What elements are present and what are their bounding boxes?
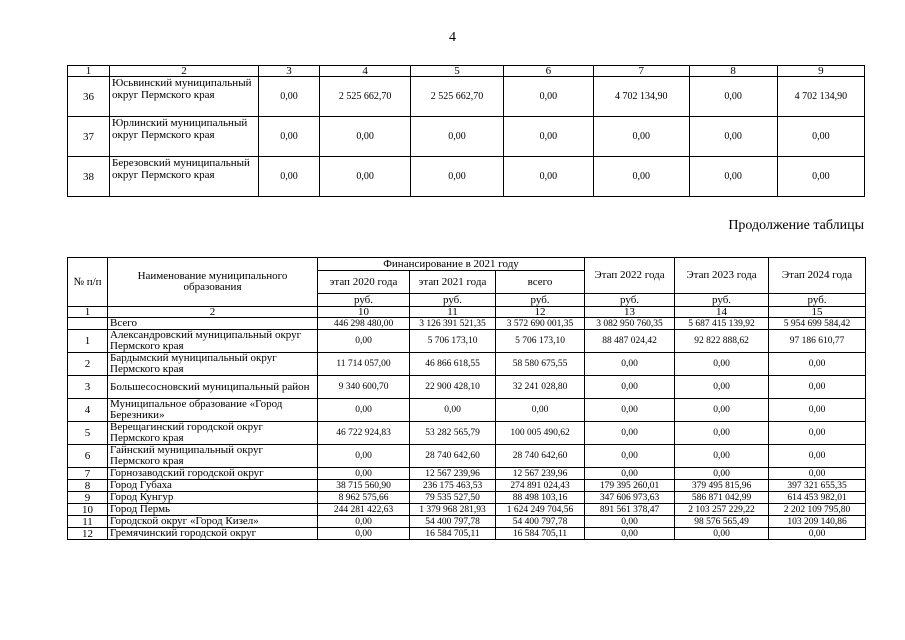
value-cell: 347 606 973,63 bbox=[585, 492, 675, 504]
value-cell: 0,00 bbox=[585, 353, 675, 376]
value-cell: 9 340 600,70 bbox=[318, 376, 410, 399]
value-cell: 0,00 bbox=[585, 399, 675, 422]
row-number: 11 bbox=[68, 516, 108, 528]
value-cell: 0,00 bbox=[675, 376, 769, 399]
unit-cell: руб. bbox=[496, 294, 585, 307]
total-label: Всего bbox=[108, 318, 318, 330]
table-row bbox=[68, 445, 866, 468]
column-index-cell: 1 bbox=[68, 66, 110, 77]
value-cell: 0,00 bbox=[585, 422, 675, 445]
municipality-name: Верещагинский городской округ Пермского края bbox=[108, 422, 318, 445]
value-cell: 614 453 982,01 bbox=[769, 492, 866, 504]
value-cell: 54 400 797,78 bbox=[410, 516, 496, 528]
unit-cell: руб. bbox=[318, 294, 410, 307]
column-index-cell: 3 bbox=[259, 66, 320, 77]
value-cell: 0,00 bbox=[585, 516, 675, 528]
value-cell: 0,00 bbox=[594, 117, 690, 157]
value-cell: 38 715 560,90 bbox=[318, 480, 410, 492]
municipality-name: Город Кунгур bbox=[108, 492, 318, 504]
municipality-name: Юсьвинский муниципальный округ Пермского края bbox=[110, 77, 259, 117]
value-cell: 0,00 bbox=[319, 117, 410, 157]
row-number: 36 bbox=[68, 77, 110, 117]
value-cell: 244 281 422,63 bbox=[318, 504, 410, 516]
table-row bbox=[68, 422, 866, 445]
total-value-cell: 446 298 480,00 bbox=[318, 318, 410, 330]
value-cell: 12 567 239,96 bbox=[410, 468, 496, 480]
unit-cell: руб. bbox=[769, 294, 866, 307]
row-number: 3 bbox=[68, 376, 108, 399]
column-index-cell: 2 bbox=[108, 307, 318, 318]
value-cell: 379 495 815,96 bbox=[675, 480, 769, 492]
value-cell: 0,00 bbox=[769, 468, 866, 480]
header-financing-2021: Финансирование в 2021 году bbox=[318, 258, 585, 271]
header-stage-2022: Этап 2022 года bbox=[585, 258, 675, 294]
value-cell: 100 005 490,62 bbox=[496, 422, 585, 445]
value-cell: 53 282 565,79 bbox=[410, 422, 496, 445]
row-number: 38 bbox=[68, 157, 110, 197]
value-cell: 22 900 428,10 bbox=[410, 376, 496, 399]
value-cell: 2 525 662,70 bbox=[411, 77, 503, 117]
value-cell: 274 891 024,43 bbox=[496, 480, 585, 492]
value-cell: 0,00 bbox=[318, 330, 410, 353]
row-number: 12 bbox=[68, 528, 108, 540]
bottom-table bbox=[67, 257, 866, 540]
value-cell: 0,00 bbox=[318, 468, 410, 480]
value-cell: 0,00 bbox=[689, 157, 777, 197]
value-cell: 0,00 bbox=[319, 157, 410, 197]
value-cell: 46 722 924,83 bbox=[318, 422, 410, 445]
value-cell: 0,00 bbox=[585, 468, 675, 480]
header-num: № п/п bbox=[68, 258, 108, 307]
column-index-cell: 1 bbox=[68, 307, 108, 318]
table-row bbox=[68, 77, 865, 117]
municipality-name: Город Пермь bbox=[108, 504, 318, 516]
header-total: всего bbox=[496, 271, 585, 294]
value-cell: 0,00 bbox=[318, 445, 410, 468]
table-row bbox=[68, 330, 866, 353]
column-index-cell: 10 bbox=[318, 307, 410, 318]
value-cell: 2 103 257 229,22 bbox=[675, 504, 769, 516]
table-row bbox=[68, 376, 866, 399]
total-value-cell: 5 954 699 584,42 bbox=[769, 318, 866, 330]
municipality-name: Муниципальное образование «Город Березники» bbox=[108, 399, 318, 422]
table-row bbox=[68, 468, 866, 480]
column-index-cell: 2 bbox=[110, 66, 259, 77]
header-stage-2024: Этап 2024 года bbox=[769, 258, 866, 294]
value-cell: 0,00 bbox=[689, 117, 777, 157]
value-cell: 32 241 028,80 bbox=[496, 376, 585, 399]
value-cell: 0,00 bbox=[503, 77, 593, 117]
value-cell: 0,00 bbox=[769, 376, 866, 399]
value-cell: 0,00 bbox=[585, 376, 675, 399]
value-cell: 4 702 134,90 bbox=[594, 77, 690, 117]
table-row bbox=[68, 492, 866, 504]
value-cell: 0,00 bbox=[503, 117, 593, 157]
row-number: 10 bbox=[68, 504, 108, 516]
header-stage-2023: Этап 2023 года bbox=[675, 258, 769, 294]
municipality-name: Городской округ «Город Кизел» bbox=[108, 516, 318, 528]
column-index-row bbox=[68, 307, 866, 318]
value-cell: 88 498 103,16 bbox=[496, 492, 585, 504]
value-cell: 0,00 bbox=[769, 445, 866, 468]
value-cell: 2 202 109 795,80 bbox=[769, 504, 866, 516]
table-row bbox=[68, 528, 866, 540]
row-number: 2 bbox=[68, 353, 108, 376]
column-index-cell: 12 bbox=[496, 307, 585, 318]
value-cell: 28 740 642,60 bbox=[496, 445, 585, 468]
header-stage-2020: этап 2020 года bbox=[318, 271, 410, 294]
unit-cell: руб. bbox=[675, 294, 769, 307]
continuation-label: Продолжение таблицы bbox=[728, 218, 864, 233]
value-cell: 5 706 173,10 bbox=[496, 330, 585, 353]
municipality-name: Большесосновский муниципальный район bbox=[108, 376, 318, 399]
column-index-cell: 4 bbox=[319, 66, 410, 77]
value-cell: 88 487 024,42 bbox=[585, 330, 675, 353]
value-cell: 98 576 565,49 bbox=[675, 516, 769, 528]
value-cell: 12 567 239,96 bbox=[496, 468, 585, 480]
value-cell: 0,00 bbox=[675, 353, 769, 376]
value-cell: 0,00 bbox=[675, 445, 769, 468]
total-row bbox=[68, 318, 866, 330]
value-cell: 58 580 675,55 bbox=[496, 353, 585, 376]
value-cell: 0,00 bbox=[689, 77, 777, 117]
table-row bbox=[68, 399, 866, 422]
row-number: 5 bbox=[68, 422, 108, 445]
page-number: 4 bbox=[449, 30, 456, 45]
municipality-name: Березовский муниципальный округ Пермского края bbox=[110, 157, 259, 197]
value-cell: 0,00 bbox=[675, 468, 769, 480]
value-cell: 0,00 bbox=[503, 157, 593, 197]
value-cell: 0,00 bbox=[585, 445, 675, 468]
municipality-name: Александровский муниципальный округ Пермского края bbox=[108, 330, 318, 353]
value-cell: 0,00 bbox=[769, 422, 866, 445]
row-number: 37 bbox=[68, 117, 110, 157]
value-cell: 54 400 797,78 bbox=[496, 516, 585, 528]
value-cell: 103 209 140,86 bbox=[769, 516, 866, 528]
table-row bbox=[68, 480, 866, 492]
value-cell: 0,00 bbox=[594, 157, 690, 197]
column-index-cell: 13 bbox=[585, 307, 675, 318]
column-index-cell: 8 bbox=[689, 66, 777, 77]
municipality-name: Юрлинский муниципальный округ Пермского края bbox=[110, 117, 259, 157]
value-cell: 0,00 bbox=[675, 422, 769, 445]
header-name: Наименование муниципального образования bbox=[108, 258, 318, 307]
value-cell: 46 866 618,55 bbox=[410, 353, 496, 376]
total-value-cell: 3 572 690 001,35 bbox=[496, 318, 585, 330]
value-cell: 79 535 527,50 bbox=[410, 492, 496, 504]
value-cell: 0,00 bbox=[777, 117, 864, 157]
value-cell: 97 186 610,77 bbox=[769, 330, 866, 353]
municipality-name: Город Губаха bbox=[108, 480, 318, 492]
value-cell: 28 740 642,60 bbox=[410, 445, 496, 468]
table-row bbox=[68, 504, 866, 516]
column-index-cell: 7 bbox=[594, 66, 690, 77]
value-cell: 0,00 bbox=[259, 117, 320, 157]
total-value-cell: 3 082 950 760,35 bbox=[585, 318, 675, 330]
value-cell: 2 525 662,70 bbox=[319, 77, 410, 117]
value-cell: 0,00 bbox=[496, 399, 585, 422]
value-cell: 5 706 173,10 bbox=[410, 330, 496, 353]
value-cell: 0,00 bbox=[769, 353, 866, 376]
value-cell: 0,00 bbox=[318, 528, 410, 540]
table-row bbox=[68, 516, 866, 528]
row-number: 7 bbox=[68, 468, 108, 480]
row-number: 6 bbox=[68, 445, 108, 468]
column-index-cell: 11 bbox=[410, 307, 496, 318]
column-index-cell: 14 bbox=[675, 307, 769, 318]
unit-cell: руб. bbox=[410, 294, 496, 307]
value-cell: 0,00 bbox=[318, 399, 410, 422]
top-table bbox=[67, 65, 865, 197]
total-value-cell: 5 687 415 139,92 bbox=[675, 318, 769, 330]
unit-cell: руб. bbox=[585, 294, 675, 307]
value-cell: 0,00 bbox=[410, 399, 496, 422]
value-cell: 891 561 378,47 bbox=[585, 504, 675, 516]
column-index-cell: 6 bbox=[503, 66, 593, 77]
value-cell: 0,00 bbox=[411, 117, 503, 157]
row-number bbox=[68, 318, 108, 330]
value-cell: 0,00 bbox=[318, 516, 410, 528]
value-cell: 0,00 bbox=[259, 77, 320, 117]
row-number: 1 bbox=[68, 330, 108, 353]
municipality-name: Бардымский муниципальный округ Пермского края bbox=[108, 353, 318, 376]
table-row bbox=[68, 353, 866, 376]
value-cell: 11 714 057,00 bbox=[318, 353, 410, 376]
table-row bbox=[68, 157, 865, 197]
value-cell: 8 962 575,66 bbox=[318, 492, 410, 504]
row-number: 8 bbox=[68, 480, 108, 492]
value-cell: 0,00 bbox=[769, 399, 866, 422]
row-number: 4 bbox=[68, 399, 108, 422]
value-cell: 586 871 042,99 bbox=[675, 492, 769, 504]
value-cell: 236 175 463,53 bbox=[410, 480, 496, 492]
value-cell: 0,00 bbox=[769, 528, 866, 540]
value-cell: 1 624 249 704,56 bbox=[496, 504, 585, 516]
value-cell: 4 702 134,90 bbox=[777, 77, 864, 117]
column-index-cell: 9 bbox=[777, 66, 864, 77]
value-cell: 0,00 bbox=[585, 528, 675, 540]
column-index-cell: 15 bbox=[769, 307, 866, 318]
value-cell: 179 395 260,01 bbox=[585, 480, 675, 492]
municipality-name: Гремячинский городской округ bbox=[108, 528, 318, 540]
value-cell: 0,00 bbox=[675, 399, 769, 422]
municipality-name: Горнозаводский городской округ bbox=[108, 468, 318, 480]
total-value-cell: 3 126 391 521,35 bbox=[410, 318, 496, 330]
value-cell: 92 822 888,62 bbox=[675, 330, 769, 353]
value-cell: 397 321 655,35 bbox=[769, 480, 866, 492]
value-cell: 0,00 bbox=[411, 157, 503, 197]
value-cell: 1 379 968 281,93 bbox=[410, 504, 496, 516]
value-cell: 16 584 705,11 bbox=[496, 528, 585, 540]
column-index-cell: 5 bbox=[411, 66, 503, 77]
value-cell: 0,00 bbox=[777, 157, 864, 197]
value-cell: 0,00 bbox=[259, 157, 320, 197]
table-row bbox=[68, 117, 865, 157]
row-number: 9 bbox=[68, 492, 108, 504]
municipality-name: Гайнский муниципальный округ Пермского края bbox=[108, 445, 318, 468]
column-index-row bbox=[68, 66, 865, 77]
value-cell: 16 584 705,11 bbox=[410, 528, 496, 540]
header-stage-2021: этап 2021 года bbox=[410, 271, 496, 294]
value-cell: 0,00 bbox=[675, 528, 769, 540]
